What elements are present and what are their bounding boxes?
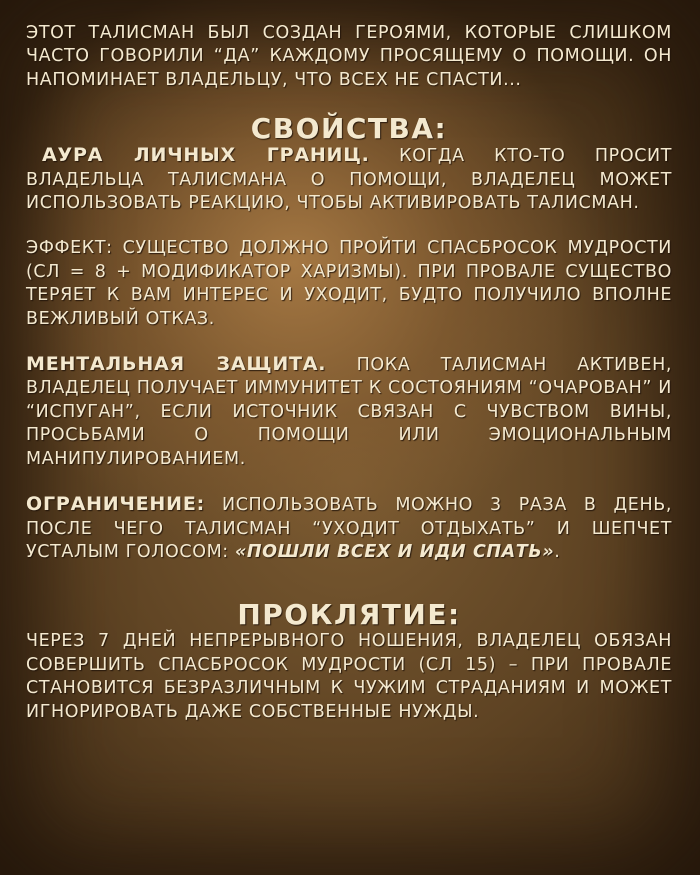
aura-term: АУРА ЛИЧНЫХ ГРАНИЦ.: [42, 144, 370, 167]
effect-paragraph: ЭФФЕКТ: СУЩЕСТВО ДОЛЖНО ПРОЙТИ СПАСБРОСОК МУДРОСТИ (СЛ = 8 + МОДИФИКАТОР ХАРИЗМЫ). ПРИ ПРОВАЛЕ СУЩЕСТВО ТЕРЯЕТ К ВАМ ИНТЕРЕС И УХОДИТ, БУДТО ПОЛУЧИЛО ВПОЛНЕ ВЕЖЛИВЫЙ ОТКАЗ.: [26, 238, 672, 329]
curse-paragraph: ЧЕРЕЗ 7 ДНЕЙ НЕПРЕРЫВНОГО НОШЕНИЯ, ВЛАДЕЛЕЦ ОБЯЗАН СОВЕРШИТЬ СПАСБРОСОК МУДРОСТИ (СЛ 15) – ПРИ ПРОВАЛЕ СТАНОВИТСЯ БЕЗРАЗЛИЧНЫМ К ЧУЖИМ СТРАДАНИЯМ И МОЖЕТ ИГНОРИРОВАТЬ ДАЖЕ СОБСТВЕННЫЕ НУЖДЫ.: [26, 631, 672, 722]
limit-end: .: [554, 541, 561, 562]
limit-text: ИСПОЛЬЗОВАТЬ МОЖНО 3 РАЗА В ДЕНЬ, ПОСЛЕ ЧЕГО ТАЛИСМАН “УХОДИТ ОТДЫХАТЬ” И ШЕПЧЕТ УСТАЛЫМ ГОЛОСОМ:: [26, 495, 672, 562]
aura-paragraph: [26, 144, 672, 215]
mental-defense-paragraph: [26, 353, 672, 471]
curse-heading: ПРОКЛЯТИЕ:: [237, 598, 461, 632]
talisman-description: [26, 22, 672, 724]
limit-quote: «ПОШЛИ ВСЕХ И ИДИ СПАТЬ»: [234, 541, 555, 562]
aura-text: КОГДА КТО-ТО ПРОСИТ ВЛАДЕЛЬЦА ТАЛИСМАНА О ПОМОЩИ, ВЛАДЕЛЕЦ МОЖЕТ ИСПОЛЬЗОВАТЬ РЕАКЦИЮ, ЧТОБЫ АКТИВИРОВАТЬ ТАЛИСМАН.: [26, 146, 672, 214]
mental-defense-text: ПОКА ТАЛИСМАН АКТИВЕН, ВЛАДЕЛЕЦ ПОЛУЧАЕТ ИММУНИТЕТ К СОСТОЯНИЯМ “ОЧАРОВАН” И “ИСПУГАН”, ЕСЛИ ИСТОЧНИК СВЯЗАН С ЧУВСТВОМ ВИНЫ, ПРОСЬБАМИ О ПОМОЩИ ИЛИ ЭМОЦИОНАЛЬНЫМ МАНИПУЛИРОВАНИЕМ.: [26, 355, 672, 469]
limit-paragraph: [26, 493, 672, 564]
limit-term: ОГРАНИЧЕНИЕ:: [26, 493, 206, 516]
mental-defense-term: МЕНТАЛЬНАЯ ЗАЩИТА.: [26, 353, 327, 376]
properties-heading: СВОЙСТВА:: [250, 112, 448, 146]
intro-paragraph: ЭТОТ ТАЛИСМАН БЫЛ СОЗДАН ГЕРОЯМИ, КОТОРЫЕ СЛИШКОМ ЧАСТО ГОВОРИЛИ “ДА” КАЖДОМУ ПРОСЯЩЕМУ О ПОМОЩИ. ОН НАПОМИНАЕТ ВЛАДЕЛЬЦУ, ЧТО ВСЕХ НЕ СПАСТИ...: [26, 23, 672, 90]
